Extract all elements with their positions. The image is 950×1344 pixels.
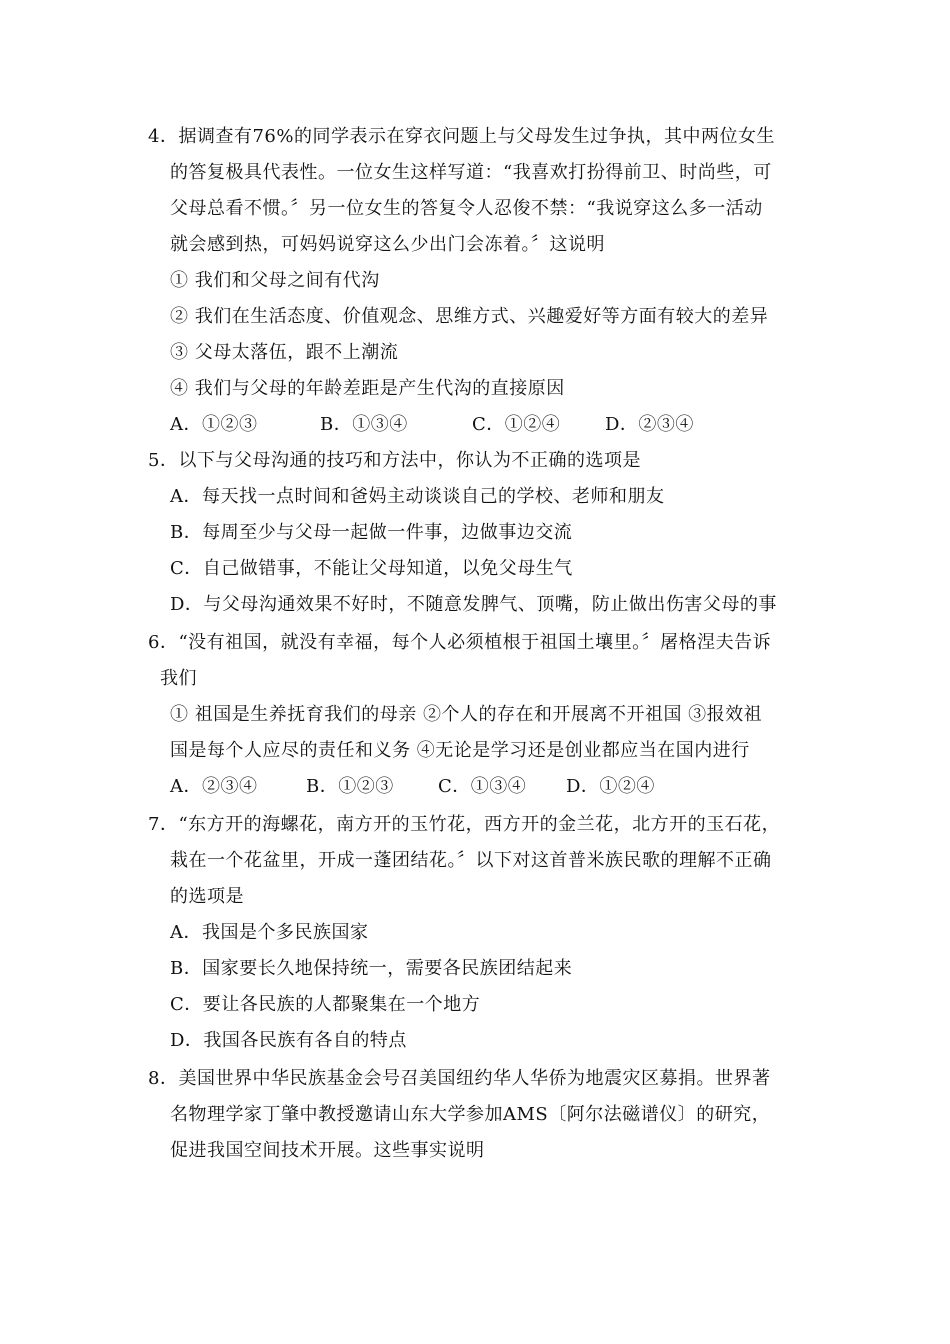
question-7-stem-line-1: 7．“东方开的海螺花，南方开的玉竹花，西方开的金兰花，北方开的玉石花， xyxy=(148,814,781,835)
question-4-stem-line-1: 4．据调查有76%的同学表示在穿衣问题上与父母发生过争执，其中两位女生 xyxy=(148,126,775,147)
question-6-stem-line-1: 6．“没有祖国，就没有幸福，每个人必须植根于祖国土壤里。〞屠格涅夫告诉 xyxy=(148,632,772,653)
question-6-statements-line-1: ① 祖国是生养抚育我们的母亲 ②个人的存在和开展离不开祖国 ③报效祖 xyxy=(170,704,763,725)
question-6-choice-b: B．①②③ xyxy=(306,776,394,797)
question-4-choice-c: C．①②④ xyxy=(472,414,561,435)
question-6-stem-line-2: 我们 xyxy=(160,668,197,689)
question-4-stem-line-4: 就会感到热，可妈妈说穿这么少出门会冻着。〞这说明 xyxy=(170,234,605,255)
question-7-option-a: A．我国是个多民族国家 xyxy=(170,922,369,943)
question-5-option-c: C．自己做错事，不能让父母知道，以免父母生气 xyxy=(170,558,573,579)
question-4-choice-a: A．①②③ xyxy=(170,414,258,435)
question-4-stem-line-3: 父母总看不惯。〞另一位女生的答复令人忍俊不禁：“我说穿这么多一活动 xyxy=(170,198,763,219)
question-5-stem: 5．以下与父母沟通的技巧和方法中，你认为不正确的选项是 xyxy=(148,450,641,471)
question-6-choice-c: C．①③④ xyxy=(438,776,527,797)
question-7-stem-line-3: 的选项是 xyxy=(170,886,244,907)
question-4-statement-2: ② 我们在生活态度、价值观念、思维方式、兴趣爱好等方面有较大的差异 xyxy=(170,306,769,327)
question-5-option-d: D．与父母沟通效果不好时，不随意发脾气、顶嘴，防止做出伤害父母的事 xyxy=(170,594,777,615)
question-4-statement-1: ① 我们和父母之间有代沟 xyxy=(170,270,380,291)
question-4-statement-3: ③ 父母太落伍，跟不上潮流 xyxy=(170,342,399,363)
question-4-choice-d: D．②③④ xyxy=(605,414,694,435)
question-4-choice-b: B．①③④ xyxy=(320,414,408,435)
question-7-stem-line-2: 栽在一个花盆里，开成一蓬团结花。〞以下对这首普米族民歌的理解不正确 xyxy=(170,850,772,871)
question-6-choice-d: D．①②④ xyxy=(566,776,655,797)
question-5-option-a: A．每天找一点时间和爸妈主动谈谈自己的学校、老师和朋友 xyxy=(170,486,665,507)
question-8-stem-line-3: 促进我国空间技术开展。这些事实说明 xyxy=(170,1140,485,1161)
question-6-choice-a: A．②③④ xyxy=(170,776,258,797)
question-6-statements-line-2: 国是每个人应尽的责任和义务 ④无论是学习还是创业都应当在国内进行 xyxy=(170,740,750,761)
question-7-option-c: C．要让各民族的人都聚集在一个地方 xyxy=(170,994,481,1015)
question-7-option-d: D．我国各民族有各自的特点 xyxy=(170,1030,407,1051)
question-5-option-b: B．每周至少与父母一起做一件事，边做事边交流 xyxy=(170,522,573,543)
question-8-stem-line-2: 名物理学家丁肇中教授邀请山东大学参加AMS〔阿尔法磁谱仪〕的研究， xyxy=(170,1104,771,1125)
question-7-option-b: B．国家要长久地保持统一，需要各民族团结起来 xyxy=(170,958,573,979)
question-8-stem-line-1: 8．美国世界中华民族基金会号召美国纽约华人华侨为地震灾区募捐。世界著 xyxy=(148,1068,771,1089)
question-4-stem-line-2: 的答复极具代表性。一位女生这样写道：“我喜欢打扮得前卫、时尚些，可 xyxy=(170,162,772,183)
question-4-statement-4: ④ 我们与父母的年龄差距是产生代沟的直接原因 xyxy=(170,378,565,399)
